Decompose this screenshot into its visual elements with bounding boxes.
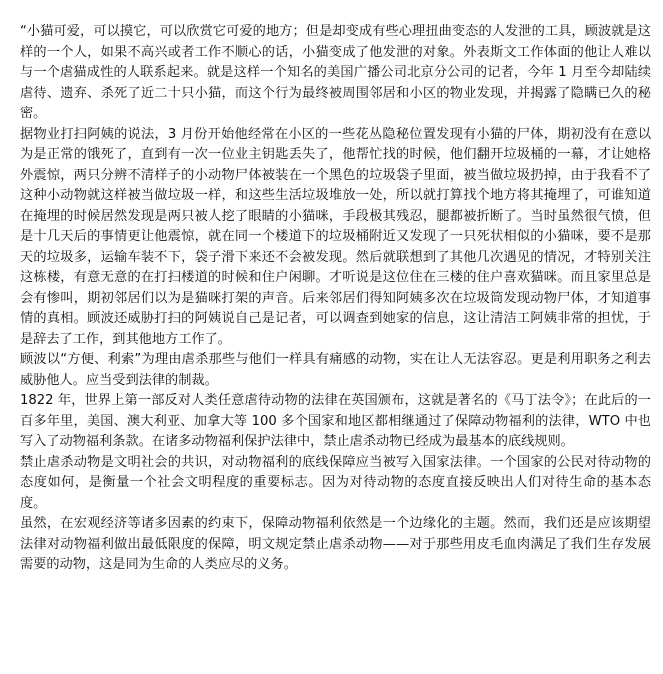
paragraph-3: 顾波以“方便、利索”为理由虐杀那些与他们一样具有痛感的动物，实在让人无法容忍。更是利用职务之利去威胁他人。应当受到法律的制裁。 — [20, 352, 651, 388]
paragraph-4: 1822 年，世界上第一部反对人类任意虐待动物的法律在英国颁布，这就是著名的《马丁法令》；在此后的一百多年里，美国、澳大利亚、加拿大等 100 多个国家和地区都相继通过了保障动物福利的法律，WTO 中也写入了动物福利条款。在诸多动物福利保护法律中，禁止虐杀动物已经成为最基本的底线规则。 — [20, 393, 651, 449]
paragraph-5: 禁止虐杀动物是文明社会的共识，对动物福利的底线保障应当被写入国家法律。一个国家的公民对待动物的态度如何，是衡量一个社会文明程度的重要标志。因为对待动物的态度直接反映出人们对待生命的基本态度。 — [20, 454, 651, 511]
paragraph-2: 据物业打扫阿姨的说法，3 月份开始他经常在小区的一些花丛隐秘位置发现有小猫的尸体，期初没有在意以为是正常的饿死了，直到有一次一位业主钥匙丢失了，他帮忙找的时候，他们翻开垃圾桶的一幕，才让她格外震惊，两只分辨不清样子的小动物尸体被装在一个黑色的垃圾袋子里面，被当做垃圾扔掉，由于我看不了这种小动物就这样被当做垃圾一样，和这些生活垃圾堆放一处，所以就打算找个地方将其掩埋了，可谁知道在掩埋的时候居然发现是两只被人挖了眼睛的小猫咪，手段极其残忍，腿都被折断了。当时虽然很气愤，但是十几天后的事情更让他震惊，就在同一个楼道下的垃圾桶附近又发现了一只死状相似的小猫咪，要不是那天的垃圾多，运输车装不下，袋子滑下来还不会被发现。然后就联想到了其他几次遇见的情况，才特别关注这栋楼，有意无意的在打扫楼道的时候和住户闲聊。才听说是这位住在三楼的住户喜欢猫咪。而且家里总是会有惨叫，期初邻居们以为是猫咪打架的声音。后来邻居们得知阿姨多次在垃圾筒发现动物尸体，才知道事情的真相。顾波还威胁打扫的阿姨说自己是记者，可以调查到她家的信息，这让清洁工阿姨非常的担忧，于是辞去了工作，到其他地方工作了。 — [20, 126, 651, 347]
paragraph-1: “小猫可爱，可以摸它，可以欣赏它可爱的地方；但是却变成有些心理扭曲变态的人发泄的工具，顾波就是这样的一个人，如果不高兴或者工作不顺心的话，小猫变成了他发泄的对象。外表斯文工作体面的他让人难以与一个虐猫成性的人联系起来。就是这样一个知名的美国广播公司北京分公司的记者，今年 1 月至今却陆续虐待、遗弃、杀死了近二十只小猫，而这个行为最终被周围邻居和小区的物业发现，并揭露了隐瞒已久的秘密。 — [20, 24, 651, 121]
paragraph-6: 虽然，在宏观经济等诸多因素的约束下，保障动物福利依然是一个边缘化的主题。然而，我们还是应该期望法律对动物福利做出最低限度的保障，明文规定禁止虐杀动物——对于那些用皮毛血肉满足了我们生存发展需要的动物，这是同为生命的人类应尽的义务。 — [20, 516, 651, 572]
